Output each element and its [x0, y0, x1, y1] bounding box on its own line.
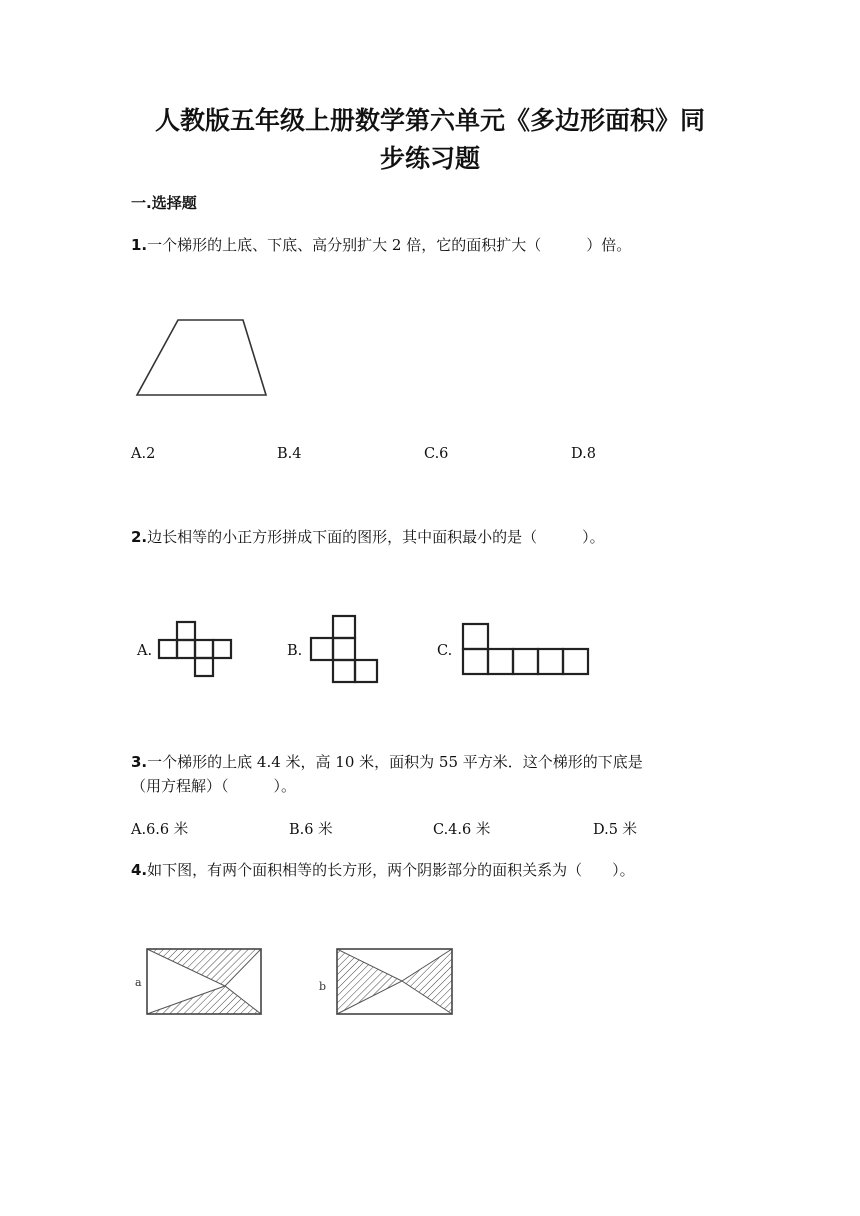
q4-figure-label-a: a [135, 976, 142, 989]
q3-option-b: B.6 米 [289, 822, 333, 838]
page-title [0, 102, 860, 178]
question-3-text-line2: （用方程解）（ ）。 [131, 777, 297, 795]
q4-figure-b [315, 940, 460, 1022]
q1-option-c: C.6 [424, 446, 449, 462]
q1-option-d: D.8 [571, 446, 596, 462]
question-4 [131, 858, 635, 882]
page-title-line1: 人教版五年级上册数学第六单元《多边形面积》同 [154, 106, 705, 135]
q2-figure-label-b: B. [287, 643, 303, 659]
question-3 [131, 750, 643, 798]
q4-a-shaded-bottom [147, 986, 261, 1014]
q2-figure-c [458, 620, 593, 682]
question-2-text: 边长相等的小正方形拼成下面的图形，其中面积最小的是（ ）。 [147, 528, 605, 546]
q4-a-shaded-top [147, 949, 261, 986]
q2-figure-a [155, 618, 240, 683]
page-title-line2: 步练习题 [379, 144, 480, 173]
question-1-number: 1. [131, 236, 148, 254]
q4-figure-label-b: b [319, 980, 327, 993]
question-1 [131, 233, 631, 257]
q3-option-a: A.6.6 米 [131, 822, 189, 838]
q3-option-c: C.4.6 米 [433, 822, 491, 838]
q1-option-b: B.4 [277, 446, 302, 462]
question-4-number: 4. [131, 861, 148, 879]
question-3-text-line1: 一个梯形的上底 4.4 米，高 10 米，面积为 55 平方米．这个梯形的下底是 [147, 753, 643, 771]
section-heading: 一.选择题 [131, 194, 197, 212]
q3-option-d: D.5 米 [593, 822, 638, 838]
trapezoid-shape [137, 320, 266, 395]
q2-figure-label-a: A. [137, 643, 153, 659]
question-1-text: 一个梯形的上底、下底、高分别扩大 2 倍，它的面积扩大（ ）倍。 [147, 236, 632, 254]
q1-option-a: A.2 [131, 446, 156, 462]
q2-figure-label-c: C. [437, 643, 453, 659]
question-4-text: 如下图，有两个面积相等的长方形，两个阴影部分的面积关系为（ ）。 [147, 861, 635, 879]
q4-b-shaded-left [337, 949, 402, 1014]
trapezoid-figure [130, 312, 275, 402]
q4-figure-a [130, 940, 270, 1022]
question-3-number: 3. [131, 753, 148, 771]
q4-b-shaded-right [402, 949, 452, 1014]
question-2 [131, 525, 605, 549]
q2-figure-b [305, 612, 385, 692]
question-2-number: 2. [131, 528, 148, 546]
